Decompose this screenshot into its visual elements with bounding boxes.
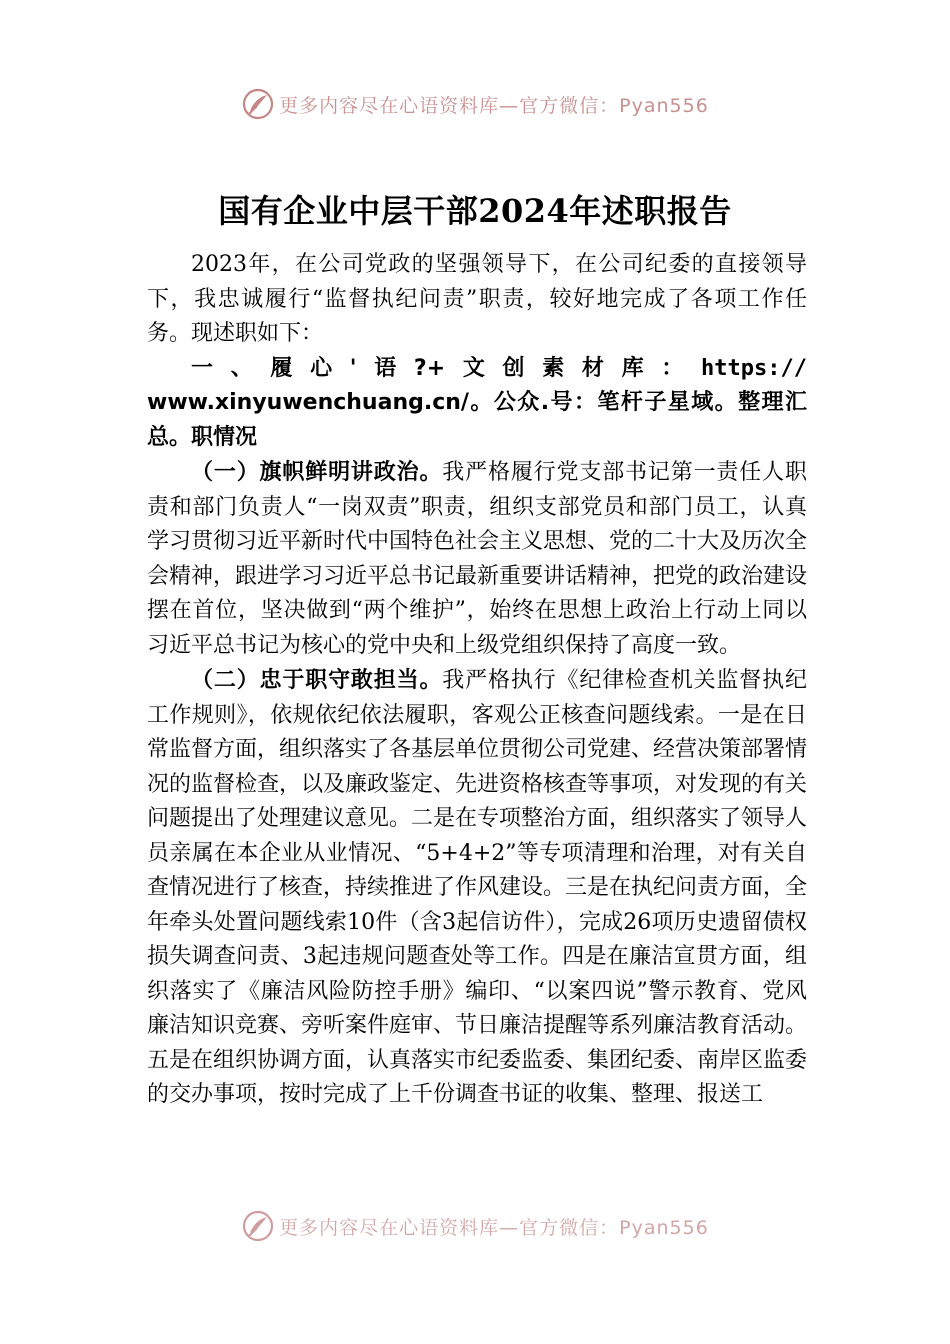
- watermark-logo-icon: [241, 1209, 275, 1243]
- section-1-lead: （一）旗帜鲜明讲政治。: [191, 459, 443, 485]
- watermark-header: [0, 82, 950, 126]
- heading-text: 一、履心'语?+文创素材库：: [191, 355, 702, 381]
- section-1-paragraph: [147, 455, 807, 663]
- section-1-body: 我严格履行党支部书记第一责任人职责和部门负责人“一岗双责”职责，组织支部党员和部门员工，认真学习贯彻习近平新时代中国特色社会主义思想、党的二十大及历次全会精神，跟进学习习近平总书记最新重要讲话精神，把党的政治建设摆在首位，坚决做到“两个维护”，始终在思想上政治上行动上同以习近平总书记为核心的党中央和上级党组织保持了高度一致。: [147, 460, 808, 658]
- watermark-footer: [0, 1204, 950, 1248]
- section-heading-1: [147, 352, 807, 387]
- watermark-logo-icon: [241, 87, 275, 121]
- intro-paragraph: 2023年，在公司党政的坚强领导下，在公司纪委的直接领导下，我忠诚履行“监督执纪问责”职责，较好地完成了各项工作任务。现述职如下：: [147, 252, 807, 346]
- heading-url-link: https://: [701, 355, 807, 381]
- document-body: [147, 248, 807, 1113]
- section-2-lead: （二）忠于职守敢担当。: [191, 667, 443, 693]
- section-2-body: 我严格执行《纪律检查机关监督执纪工作规则》，依规依纪依法履职，客观公正核查问题线索。一是在日常监督方面，组织落实了各基层单位贯彻公司党建、经营决策部署情况的监督检查，以及廉政鉴定、先进资格核查等事项，对发现的有关问题提出了处理建议意见。二是在专项整治方面，组织落实了领导人员亲属在本企业从业情况、“5+4+2”等专项清理和治理，对有关自查情况进行了核查，持续推进了作风建设。三是在执纪问责方面，全年牵头处置问题线索10件（含3起信访件），完成26项历史遗留债权损失调查问责、3起违规问题查处等工作。四是在廉洁宣贯方面，组织落实了《廉洁风险防控手册》编印、“以案四说”警示教育、党风廉洁知识竞赛、旁听案件庭审、节日廉洁提醒等系列廉洁教育活动。五是在组织协调方面，认真落实市纪委监委、集团纪委、南岸区监委的交办事项，按时完成了上千份调查书证的收集、整理、报送工: [147, 668, 808, 1107]
- page-title: 国有企业中层干部2024年述职报告: [218, 192, 732, 230]
- watermark-text: 更多内容尽在心语资料库—官方微信：Pyan556: [279, 1216, 709, 1239]
- section-heading-1-cont: www.xinyuwenchuang.cn/。公众.号：笔杆子星域。整理汇总。职情况: [147, 390, 807, 450]
- watermark-text: 更多内容尽在心语资料库—官方微信：Pyan556: [279, 94, 709, 117]
- section-2-paragraph: [147, 663, 807, 1113]
